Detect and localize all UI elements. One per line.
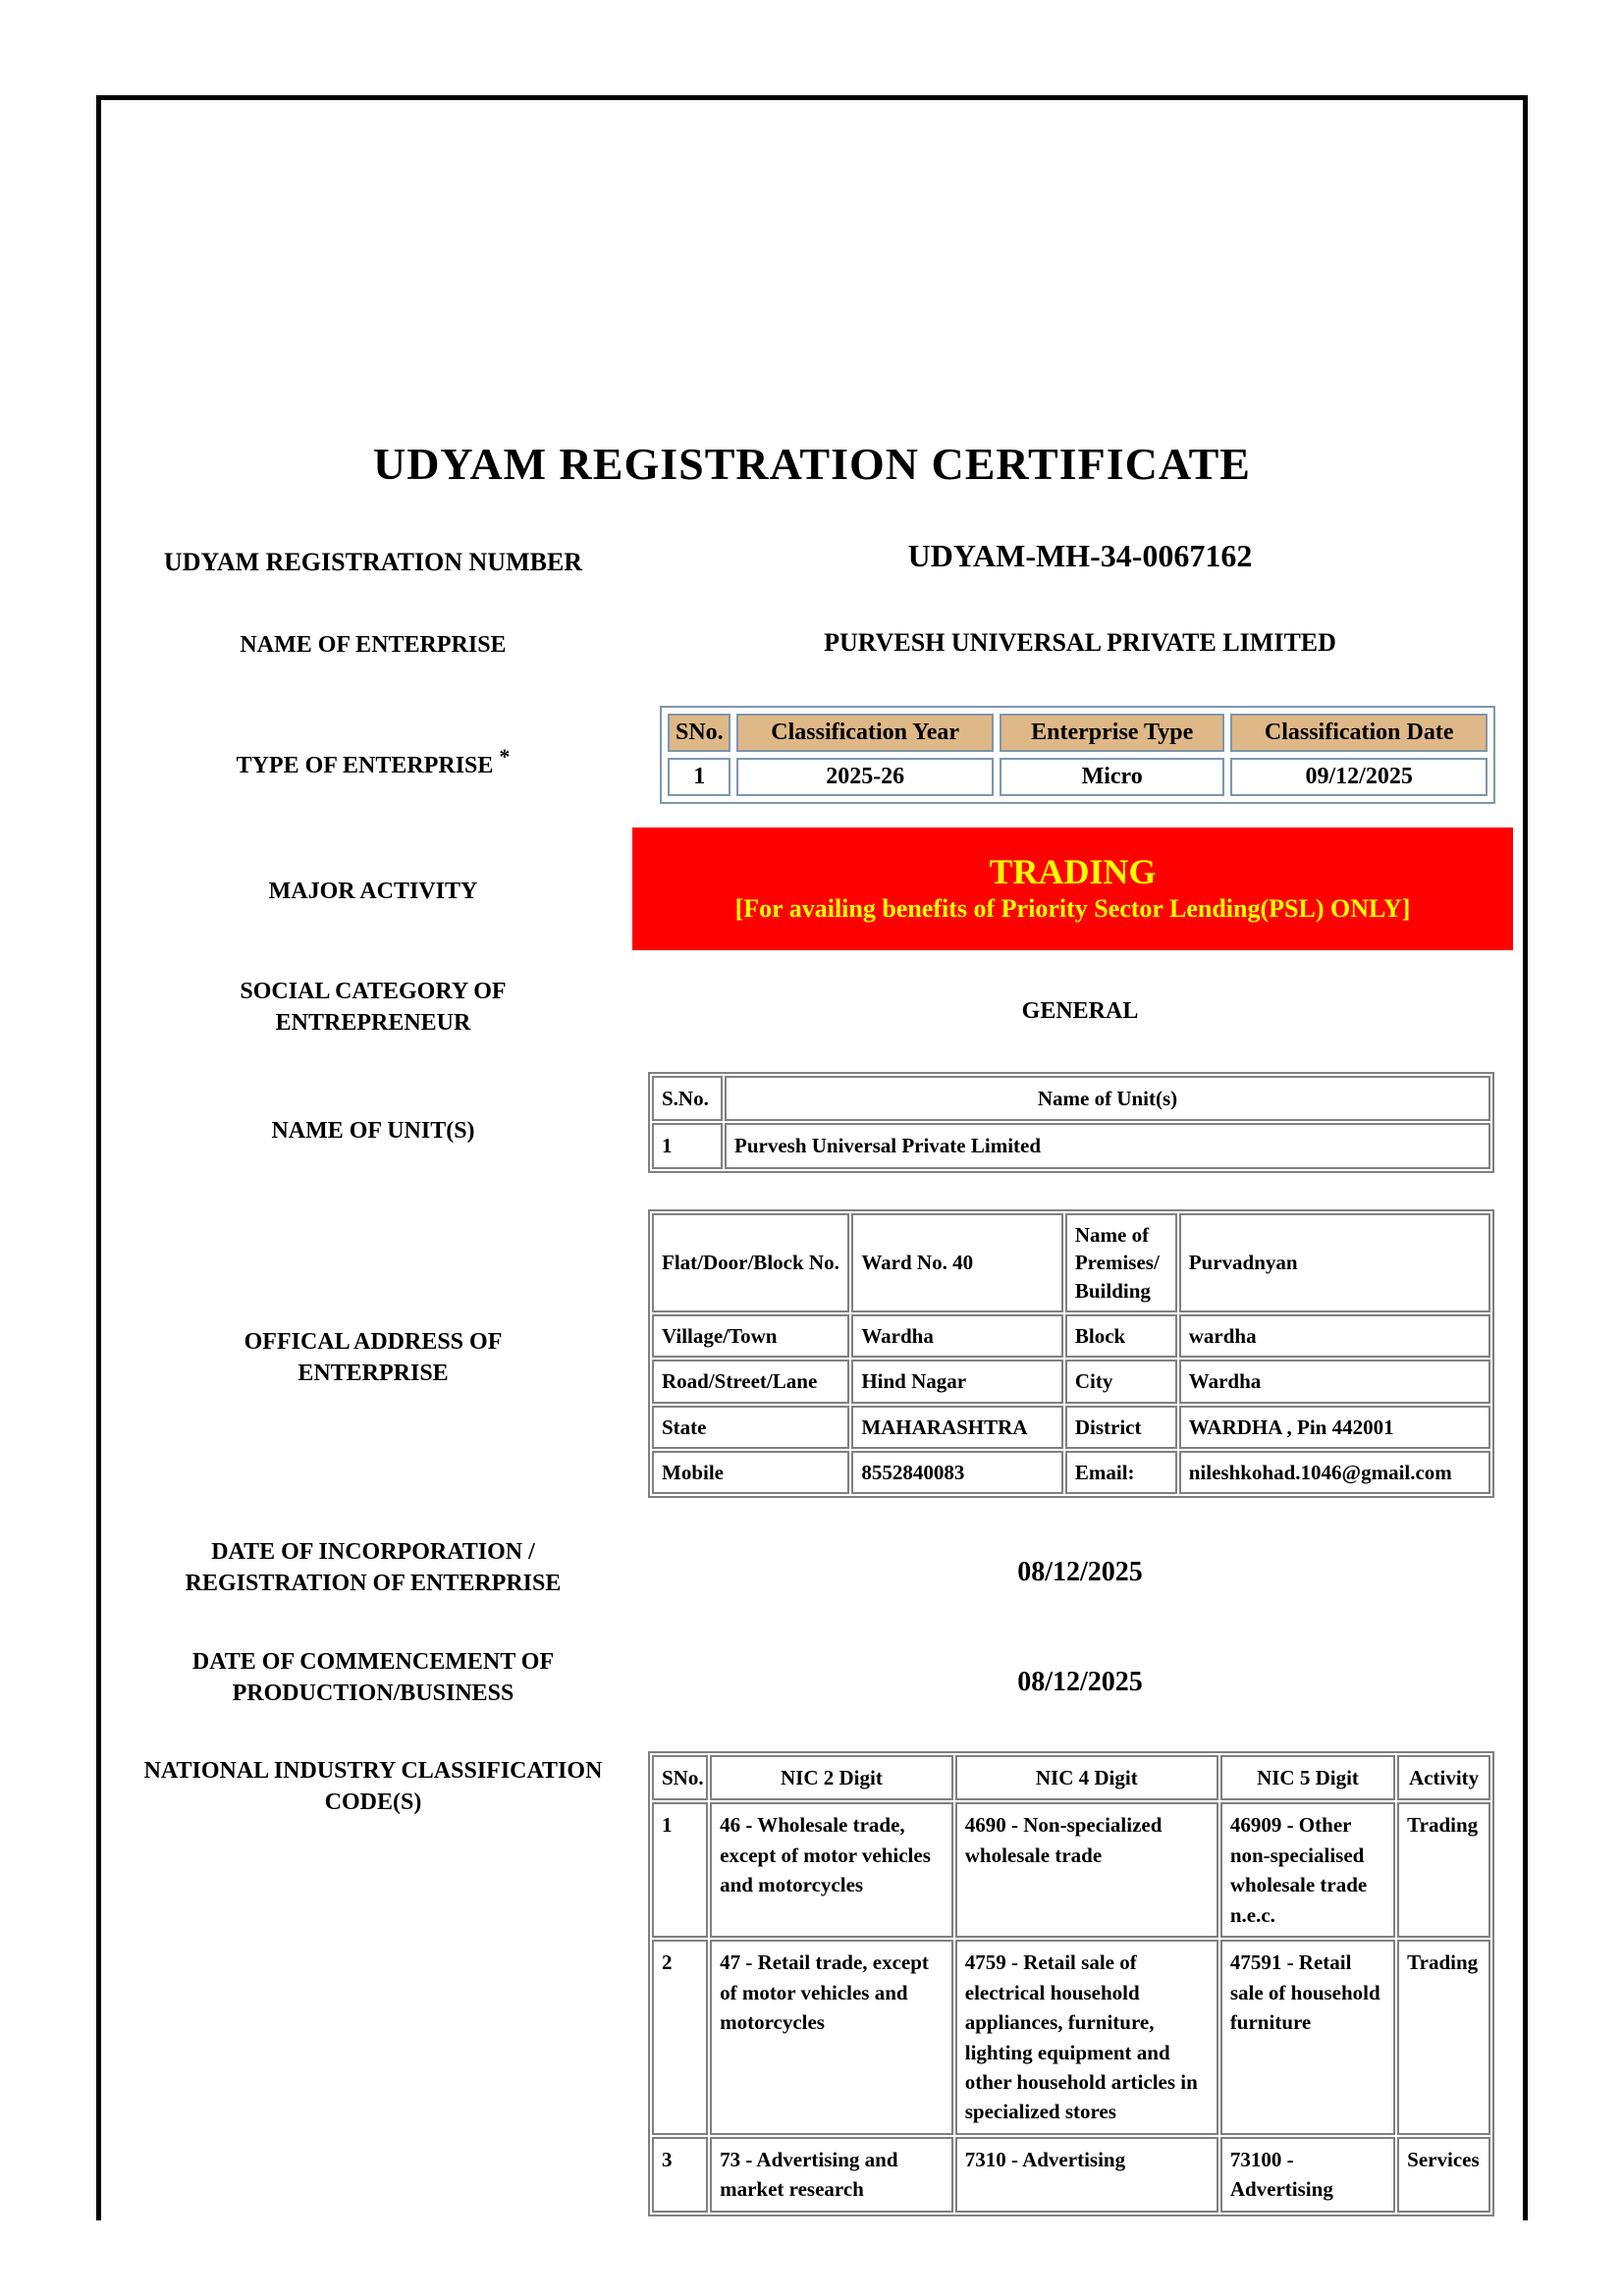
nic-cell-sno: 2 (652, 1940, 708, 2135)
units-header-name: Name of Unit(s) (725, 1076, 1490, 1121)
address-cell-value: Purvadnyan (1179, 1213, 1490, 1312)
nic-cell-sno: 1 (652, 1802, 708, 1938)
type-of-enterprise-label (108, 742, 638, 782)
nic-cell-activity: Trading (1397, 1802, 1490, 1938)
classification-header-year: Classification Year (736, 714, 994, 752)
social-category-value: GENERAL (1021, 998, 1139, 1024)
units-header-sno: S.No. (652, 1076, 723, 1121)
nic-header-4digit: NIC 4 Digit (955, 1755, 1218, 1800)
classification-header-sno: SNo. (668, 714, 730, 752)
nic-header-5digit: NIC 5 Digit (1220, 1755, 1395, 1800)
classification-cell-sno: 1 (668, 758, 730, 796)
address-label: OFFICAL ADDRESS OF ENTERPRISE (243, 1329, 503, 1386)
incorporation-date-label: DATE OF INCORPORATION / REGISTRATION OF ENTERPRISE (185, 1539, 562, 1596)
address-cell-label: Name of Premises/ Building (1065, 1213, 1177, 1312)
classification-table (660, 706, 1495, 804)
address-cell-value: nileshkohad.1046@gmail.com (1179, 1451, 1490, 1494)
units-row (652, 1123, 1490, 1168)
classification-cell-date: 09/12/2025 (1230, 758, 1488, 796)
address-cell-label: Block (1065, 1314, 1177, 1358)
nic-table (648, 1751, 1494, 2216)
address-row (652, 1451, 1490, 1494)
classification-cell-type: Micro (1000, 758, 1224, 796)
nic-cell-4digit: 4759 - Retail sale of electrical household appliances, furniture, lighting equipment and other household articles in specialized stores (955, 1940, 1218, 2135)
units-header-row (652, 1076, 1490, 1121)
address-row (652, 1360, 1490, 1403)
nic-cell-5digit: 46909 - Other non-specialised wholesale trade n.e.c. (1220, 1802, 1395, 1938)
nic-cell-5digit: 47591 - Retail sale of household furniture (1220, 1940, 1395, 2135)
nic-row (652, 1802, 1490, 1938)
nic-cell-2digit: 47 - Retail trade, except of motor vehicles and motorcycles (710, 1940, 953, 2135)
address-cell-value: Hind Nagar (851, 1360, 1063, 1403)
nic-cell-activity: Services (1397, 2137, 1490, 2213)
nic-row (652, 2137, 1490, 2213)
nic-cell-2digit: 73 - Advertising and market research (710, 2137, 953, 2213)
nic-header-2digit: NIC 2 Digit (710, 1755, 953, 1800)
nic-cell-sno: 3 (652, 2137, 708, 2213)
address-cell-value: WARDHA , Pin 442001 (1179, 1406, 1490, 1449)
units-table (648, 1072, 1494, 1173)
address-table (648, 1209, 1494, 1498)
nic-cell-2digit: 46 - Wholesale trade, except of motor vehicles and motorcycles (710, 1802, 953, 1938)
nic-cell-4digit: 7310 - Advertising (955, 2137, 1218, 2213)
major-activity-label: MAJOR ACTIVITY (268, 879, 478, 904)
nic-header-sno: SNo. (652, 1755, 708, 1800)
incorporation-date-value: 08/12/2025 (1017, 1557, 1143, 1587)
nic-row (652, 1940, 1490, 2135)
urn-label: UDYAM REGISTRATION NUMBER (163, 548, 583, 576)
enterprise-name-label: NAME OF ENTERPRISE (240, 632, 507, 658)
nic-cell-activity: Trading (1397, 1940, 1490, 2135)
address-cell-label: Village/Town (652, 1314, 849, 1358)
urn-value: UDYAM-MH-34-0067162 (907, 538, 1253, 573)
major-activity-value: TRADING (989, 852, 1157, 892)
units-cell-name: Purvesh Universal Private Limited (725, 1123, 1490, 1168)
address-cell-value: Wardha (851, 1314, 1063, 1358)
classification-header-row (668, 714, 1488, 752)
address-cell-label: Mobile (652, 1451, 849, 1494)
address-cell-label: Email: (1065, 1451, 1177, 1494)
classification-header-type: Enterprise Type (1000, 714, 1224, 752)
units-label: NAME OF UNIT(S) (271, 1118, 475, 1144)
address-row (652, 1406, 1490, 1449)
address-cell-value: MAHARASHTRA (851, 1406, 1063, 1449)
address-cell-label: District (1065, 1406, 1177, 1449)
commencement-date-label: DATE OF COMMENCEMENT OF PRODUCTION/BUSINESS (191, 1649, 555, 1706)
nic-header-row (652, 1755, 1490, 1800)
nic-header-activity: Activity (1397, 1755, 1490, 1800)
enterprise-name-value: PURVESH UNIVERSAL PRIVATE LIMITED (824, 628, 1336, 657)
address-row (652, 1213, 1490, 1312)
major-activity-banner (632, 828, 1513, 950)
units-cell-sno: 1 (652, 1123, 723, 1168)
type-of-enterprise-label-text: TYPE OF ENTERPRISE (236, 753, 494, 778)
page-title: UDYAM REGISTRATION CERTIFICATE (372, 439, 1251, 489)
address-cell-label: City (1065, 1360, 1177, 1403)
nic-cell-5digit: 73100 - Advertising (1220, 2137, 1395, 2213)
address-row (652, 1314, 1490, 1358)
address-cell-label: Road/Street/Lane (652, 1360, 849, 1403)
required-asterisk: * (499, 744, 511, 769)
address-cell-value: wardha (1179, 1314, 1490, 1358)
classification-cell-year: 2025-26 (736, 758, 994, 796)
classification-row (668, 758, 1488, 796)
address-cell-value: Wardha (1179, 1360, 1490, 1403)
nic-cell-4digit: 4690 - Non-specialized wholesale trade (955, 1802, 1218, 1938)
address-cell-value: Ward No. 40 (851, 1213, 1063, 1312)
address-cell-value: 8552840083 (851, 1451, 1063, 1494)
psl-note: [For availing benefits of Priority Sector Lending(PSL) ONLY] (734, 894, 1411, 924)
address-cell-label: Flat/Door/Block No. (652, 1213, 849, 1312)
social-category-label: SOCIAL CATEGORY OF ENTREPRENEUR (240, 979, 507, 1036)
commencement-date-value: 08/12/2025 (1017, 1667, 1143, 1697)
nic-label: NATIONAL INDUSTRY CLASSIFICATION CODE(S) (143, 1758, 603, 1815)
address-cell-label: State (652, 1406, 849, 1449)
classification-header-date: Classification Date (1230, 714, 1488, 752)
